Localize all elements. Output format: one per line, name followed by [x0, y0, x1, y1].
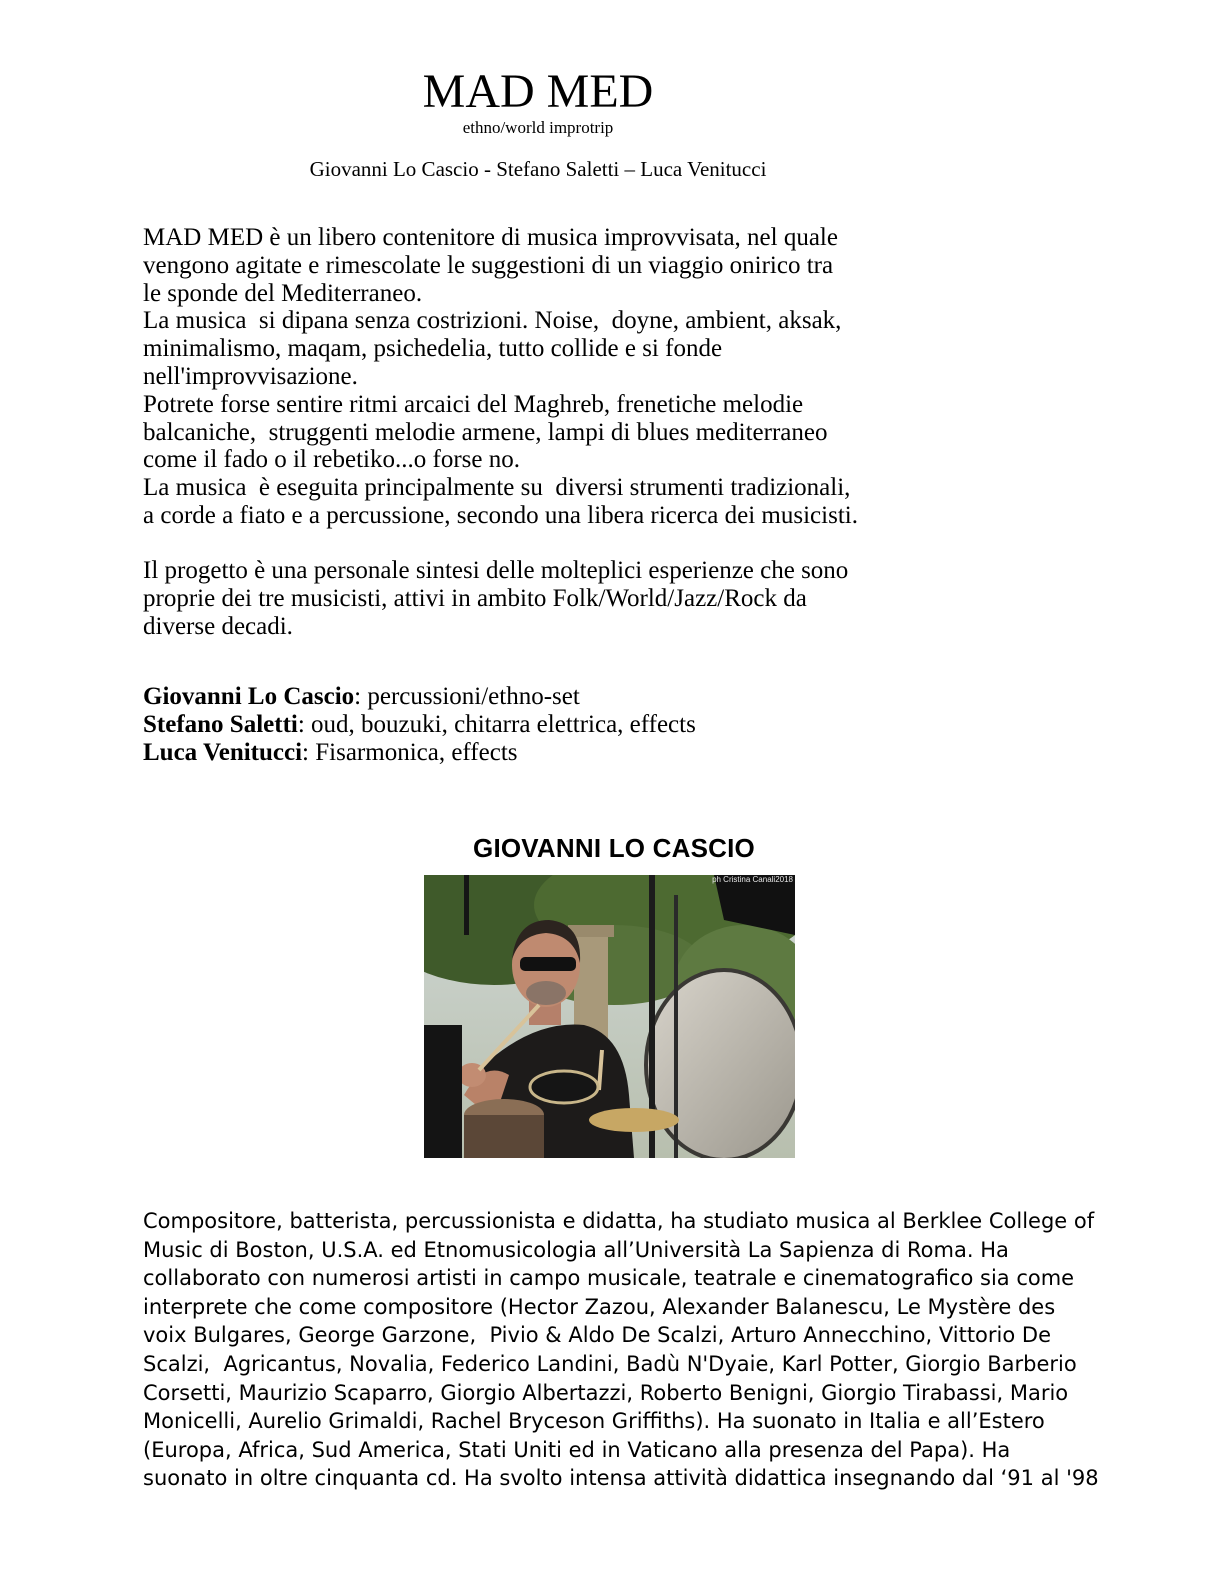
document-subtitle: ethno/world improtrip: [462, 118, 614, 137]
musician-photo: [424, 875, 795, 1158]
lineup-item: [143, 711, 696, 739]
intro-paragraph-1: MAD MED è un libero contenitore di musica improvvisata, nel quale vengono agitate e rimescolate le suggestioni di un viaggio onirico tra le sponde del Mediterraneo. La musica si dipana senza costrizioni. Noise, doyne, ambient, aksak, minimalismo, maqam, psichedelia, tutto collide e si fonde nell'improvvisazione. Potrete forse sentire ritmi arcaici del Maghreb, frenetiche melodie balcaniche, struggenti melodie armene, lampi di blues mediterraneo come il fado o il rebetiko...o forse no. La musica è eseguita principalmente su diversi strumenti tradizionali, a corde a fiato e a percussione, secondo una libera ricerca dei musicisti.: [143, 224, 858, 529]
musician-name: Giovanni Lo Cascio: [143, 683, 355, 710]
members-line: Giovanni Lo Cascio - Stefano Saletti – Luca Venitucci: [309, 157, 767, 181]
bio-heading: GIOVANNI LO CASCIO: [473, 833, 755, 863]
photo-credit: ph Cristina Canali2018: [712, 875, 793, 884]
musician-instruments: : Fisarmonica, effects: [302, 738, 518, 766]
lineup-item: [143, 683, 696, 711]
bio-text: Compositore, batterista, percussionista e didatta, ha studiato musica al Berklee College of Music di Boston, U.S.A. ed Etnomusicologia all’Università La Sapienza di Roma. Ha collaborato con numerosi artisti in campo musicale, teatrale e cinematografico sia come interprete che come compositore (Hector Zazou, Alexander Balanescu, Le Mystère des voix Bulgares, George Garzone, Pivio & Aldo De Scalzi, Arturo Annecchino, Vittorio De Scalzi, Agricantus, Novalia, Federico Landini, Badù N'Dyaie, Karl Potter, Giorgio Barberio Corsetti, Maurizio Scaparro, Giorgio Albertazzi, Roberto Benigni, Giorgio Tirabassi, Mario Monicelli, Aurelio Grimaldi, Rachel Bryceson Griffiths). Ha suonato in Italia e all’Estero (Europa, Africa, Sud America, Stati Uniti ed in Vaticano alla presenza del Papa). Ha suonato in oltre cinquanta cd. Ha svolto intensa attività didattica insegnando dal ‘91 al '98: [143, 1209, 1099, 1491]
lineup-list: [143, 683, 696, 766]
document-title: MAD MED: [422, 65, 654, 118]
musician-instruments: : percussioni/ethno-set: [354, 683, 580, 710]
musician-name: Stefano Saletti: [143, 710, 298, 738]
lineup-item: [143, 739, 696, 767]
musician-instruments: : oud, bouzuki, chitarra elettrica, effects: [297, 710, 696, 738]
intro-paragraph-2: Il progetto è una personale sintesi delle molteplici esperienze che sono proprie dei tre musicisti, attivi in ambito Folk/World/Jazz/Rock da diverse decadi.: [143, 557, 849, 640]
photo-illustration: [424, 875, 795, 1158]
musician-name: Luca Venitucci: [143, 738, 303, 766]
